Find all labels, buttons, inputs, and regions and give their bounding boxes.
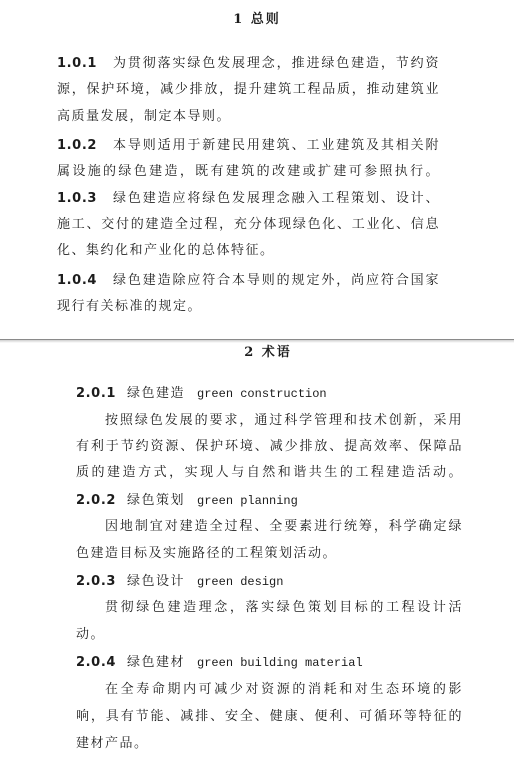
clause-text-line: 绿色建造应将绿色发展理念融入工程策划、设计、 xyxy=(113,191,440,206)
clause-text-line: 化、集约化和产业化的总体特征。 xyxy=(57,243,275,258)
term-english: green planning xyxy=(197,494,298,508)
clause-first-line xyxy=(57,271,440,291)
term-number: 2.0.3 xyxy=(76,574,117,589)
clause-first-line xyxy=(57,189,440,209)
term-entry-header xyxy=(76,572,463,592)
term-definition-line: 质的建造方式，实现人与自然和谐共生的工程建造活动。 xyxy=(76,465,463,480)
clause-first-line xyxy=(57,54,440,74)
term-definition-line: 按照绿色发展的要求，通过科学管理和技术创新，采用 xyxy=(105,413,463,428)
clause-text-line: 绿色建造除应符合本导则的规定外，尚应符合国家 xyxy=(113,273,440,288)
clause-text-line: 为贯彻落实绿色发展理念，推进绿色建造，节约资 xyxy=(113,56,440,71)
term-entry-header xyxy=(76,653,463,673)
term-english: green construction xyxy=(197,387,327,401)
section-heading: 2 术语 xyxy=(244,345,292,360)
term-entry-header xyxy=(76,491,463,511)
term-definition-line: 建材产品。 xyxy=(76,736,149,751)
term-definition-line: 因地制宜对建造全过程、全要素进行统筹，科学确定绿 xyxy=(105,519,463,534)
clause-text-line: 源，保护环境，减少排放，提升建筑工程品质，推动建筑业 xyxy=(57,82,440,97)
section-heading: 1 总则 xyxy=(233,12,281,27)
term-definition-line: 在全寿命期内可减少对资源的消耗和对生态环境的影 xyxy=(105,682,463,697)
term-definition-line: 贯彻绿色建造理念，落实绿色策划目标的工程设计活 xyxy=(105,600,463,615)
clause-text-line: 现行有关标准的规定。 xyxy=(57,299,203,314)
clause-text-line: 施工、交付的建造全过程，充分体现绿色化、工业化、信息 xyxy=(57,217,440,232)
term-definition-line: 响，具有节能、减排、安全、健康、便利、可循环等特征的 xyxy=(76,709,463,724)
clause-text-line: 高质量发展，制定本导则。 xyxy=(57,109,232,124)
clause-number: 1.0.2 xyxy=(57,138,98,153)
term-chinese: 绿色建材 xyxy=(127,655,186,670)
term-definition-line: 有利于节约资源、保护环境、减少排放、提高效率、保障品 xyxy=(76,439,463,454)
term-definition-line: 色建造目标及实施路径的工程策划活动。 xyxy=(76,546,338,561)
clause-number: 1.0.3 xyxy=(57,191,98,206)
term-chinese: 绿色设计 xyxy=(127,574,186,589)
clause-first-line xyxy=(57,136,440,156)
clause-text-line: 属设施的绿色建造，既有建筑的改建或扩建可参照执行。 xyxy=(57,164,440,179)
clause-number: 1.0.1 xyxy=(57,56,98,71)
term-chinese: 绿色建造 xyxy=(127,386,186,401)
term-number: 2.0.1 xyxy=(76,386,117,401)
term-english: green design xyxy=(197,575,284,589)
clause-text-line: 本导则适用于新建民用建筑、工业建筑及其相关附 xyxy=(113,138,440,153)
term-chinese: 绿色策划 xyxy=(127,493,186,508)
term-number: 2.0.4 xyxy=(76,655,117,670)
clause-number: 1.0.4 xyxy=(57,273,98,288)
term-entry-header xyxy=(76,384,463,404)
term-definition-line: 动。 xyxy=(76,627,106,642)
term-number: 2.0.2 xyxy=(76,493,117,508)
term-english: green building material xyxy=(197,656,363,670)
